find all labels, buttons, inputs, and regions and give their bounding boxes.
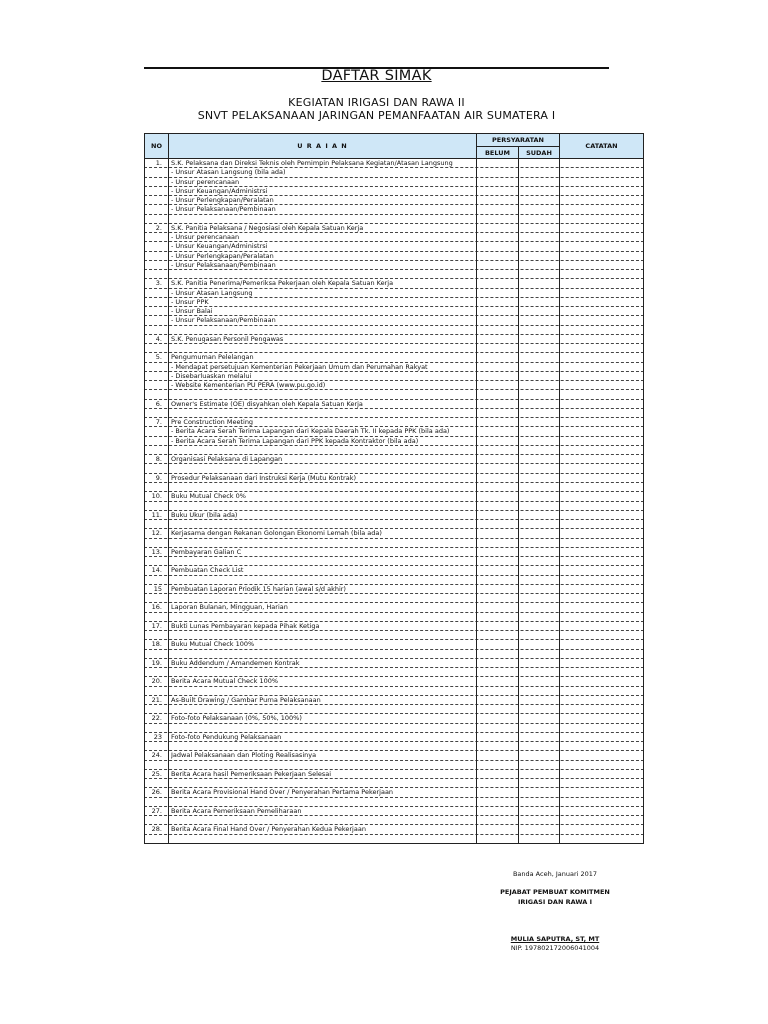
row-description: - Unsur Perlengkapan/Peralatan: [171, 196, 274, 205]
row-description: Berita Acara Provisional Hand Over / Penyerahan Pertama Pekerjaan: [171, 788, 394, 797]
row-separator: [144, 797, 644, 798]
row-description: S.K. Panitia Pelaksana / Negosiasi oleh Kepala Satuan Kerja: [171, 223, 364, 232]
column-line: [168, 158, 169, 844]
row-description: - Unsur Balai: [171, 307, 213, 316]
row-number: 26.: [151, 788, 162, 797]
column-line: [476, 158, 477, 844]
row-separator: [144, 704, 644, 705]
row-number: 9.: [155, 473, 162, 482]
place-date: Banda Aceh, Januari 2017: [512, 870, 598, 878]
row-number: 14.: [151, 566, 162, 575]
row-description: Foto-foto Pendukung Pelaksanaan: [171, 732, 282, 741]
row-description: S.K. Penugasan Personil Pengawas: [171, 334, 284, 343]
header-persyaratan: PERSYARATAN: [476, 133, 560, 147]
row-separator: [144, 723, 644, 724]
row-separator: [144, 408, 644, 409]
row-description: Prosedur Pelaksanaan dari Instruksi Kerja (Mutu Kontrak): [171, 473, 357, 482]
signer-nip: NIP. 197802172006041004: [510, 944, 600, 952]
row-description: Berita Acara hasil Pemeriksaan Pekerjaan Selesai: [171, 769, 332, 778]
row-description: Berita Acara Final Hand Over / Penyerahan Kedua Pekerjaan: [171, 825, 366, 834]
column-line: [643, 158, 644, 844]
row-description: Pembayaran Galian C: [171, 547, 242, 556]
row-separator: [144, 760, 644, 761]
row-description: - Unsur Perlengkapan/Peralatan: [171, 251, 274, 260]
row-number: 2.: [155, 223, 162, 232]
row-description: - Berita Acara Serah Terima Lapangan dari PPK kepada Kontraktor (bila ada): [171, 436, 419, 445]
header-uraian: U R A I A N: [168, 133, 477, 159]
row-number: 27.: [151, 806, 162, 815]
row-separator: [144, 343, 644, 344]
row-description: Pre Construction Meeting: [171, 418, 254, 427]
row-separator: [144, 575, 644, 576]
row-description: Owner's Estimate (OE) disyahkan oleh Kepala Satuan Kerja: [171, 399, 363, 408]
row-separator: [144, 612, 644, 613]
row-description: Buku Mutual Check 0%: [171, 492, 246, 501]
row-separator: [144, 686, 644, 687]
row-description: Pembuatan Laporan Priodik 15 harian (awal s/d akhir): [171, 584, 346, 593]
header-no: NO: [144, 133, 169, 159]
document-title: DAFTAR SIMAK: [321, 68, 432, 84]
row-description: Berita Acara Pemeriksaan Pemeliharaan: [171, 806, 302, 815]
document-subtitle-1: KEGIATAN IRIGASI DAN RAWA II: [288, 96, 465, 109]
row-description: Bukti Lunas Pembayaran kepada Pihak Ketiga: [171, 621, 320, 630]
row-number: 1.: [155, 159, 162, 167]
row-separator: [144, 325, 644, 326]
row-separator: [144, 445, 644, 446]
row-number: 19.: [151, 658, 162, 667]
row-description: - Disebarluaskan melalui: [171, 371, 252, 380]
row-number: 21.: [151, 695, 162, 704]
row-separator: [144, 667, 644, 668]
row-number: 25.: [151, 769, 162, 778]
column-line: [559, 158, 560, 844]
row-number: 5.: [155, 353, 162, 362]
row-separator: [144, 778, 644, 779]
row-description: - Unsur perencanaan: [171, 177, 240, 186]
row-number: 10.: [151, 492, 162, 501]
row-number: 12.: [151, 529, 162, 538]
row-number: 4.: [155, 334, 162, 343]
row-separator: [144, 834, 644, 835]
row-description: - Unsur Keuangan/Administrsi: [171, 186, 268, 195]
table-bottom-rule: [144, 843, 644, 844]
row-description: - Unsur Pelaksanaan/Pembinaan: [171, 205, 276, 214]
row-description: - Unsur PPK: [171, 297, 209, 306]
row-separator: [144, 389, 644, 390]
row-description: - Website Kementerian PU PERA (www.pu.go.id): [171, 381, 326, 390]
row-separator: [144, 741, 644, 742]
row-separator: [144, 214, 644, 215]
signer-role-1: PEJABAT PEMBUAT KOMITMEN: [500, 888, 610, 896]
signer-role-2: IRIGASI DAN RAWA I: [517, 898, 593, 906]
row-number: 7.: [155, 418, 162, 427]
row-description: Buku Ukur (bila ada): [171, 510, 238, 519]
row-separator: [144, 649, 644, 650]
row-number: 22.: [151, 714, 162, 723]
signer-name: MULIA SAPUTRA, ST, MT: [510, 935, 600, 943]
row-description: - Unsur Atasan Langsung: [171, 288, 253, 297]
row-separator: [144, 482, 644, 483]
row-separator: [144, 556, 644, 557]
row-description: Foto-foto Pelaksanaan (0%, 50%, 100%): [171, 714, 302, 723]
row-description: - Unsur perencanaan: [171, 233, 240, 242]
row-separator: [144, 630, 644, 631]
header-sudah: SUDAH: [518, 146, 560, 159]
row-description: S.K. Pelaksana dan Direksi Teknis oleh Pemimpin Pelaksana Kegiatan/Atasan Langsung: [171, 159, 453, 167]
column-line: [144, 158, 145, 844]
row-number: 11.: [151, 510, 162, 519]
row-separator: [144, 815, 644, 816]
row-description: Buku Addendum / Amandemen Kontrak: [171, 658, 300, 667]
row-description: - Unsur Keuangan/Administrsi: [171, 242, 268, 251]
column-line: [518, 158, 519, 844]
row-description: Pengumuman Pelelangan: [171, 353, 254, 362]
row-number: 17.: [151, 621, 162, 630]
row-separator: [144, 593, 644, 594]
row-separator: [144, 269, 644, 270]
header-catatan: CATATAN: [559, 133, 644, 159]
document-subtitle-2: SNVT PELAKSANAAN JARINGAN PEMANFAATAN AIR SUMATERA I: [197, 109, 556, 122]
row-number: 13.: [151, 547, 162, 556]
row-number: 28.: [151, 825, 162, 834]
row-number: 6.: [155, 399, 162, 408]
row-separator: [144, 463, 644, 464]
row-description: - Unsur Pelaksanaan/Pembinaan: [171, 316, 276, 325]
row-description: Buku Mutual Check 100%: [171, 640, 255, 649]
row-description: Organisasi Pelaksana di Lapangan: [171, 455, 283, 464]
row-number: 16.: [151, 603, 162, 612]
row-separator: [144, 519, 644, 520]
row-number: 3.: [155, 279, 162, 288]
row-number: 23: [153, 732, 162, 741]
row-description: Jadwal Pelaksanaan dan Ploting Realisasinya: [171, 751, 317, 760]
row-number: 8.: [155, 455, 162, 464]
row-description: Pembuatan Check List: [171, 566, 244, 575]
row-description: Laporan Bulanan, Mingguan, Harian: [171, 603, 288, 612]
row-number: 18.: [151, 640, 162, 649]
row-description: - Berita Acara Serah Terima Lapangan dari Kepala Daerah Tk. II kepada PPK (bila ada): [171, 427, 450, 436]
header-belum: BELUM: [476, 146, 519, 159]
row-description: Berita Acara Mutual Check 100%: [171, 677, 279, 686]
row-description: - Mendapat persetujuan Kementerian Pekerjaan Umum dan Perumahan Rakyat: [171, 362, 428, 371]
row-separator: [144, 501, 644, 502]
row-description: - Unsur Atasan Langsung (bila ada): [171, 168, 286, 177]
row-separator: [144, 538, 644, 539]
row-description: As-Built Drawing / Gambar Purna Pelaksanaan: [171, 695, 321, 704]
row-description: - Unsur Pelaksanaan/Pembinaan: [171, 260, 276, 269]
row-number: 15: [153, 584, 162, 593]
row-description: S.K. Panitia Penerima/Pemeriksa Pekerjaan oleh Kepala Satuan Kerja: [171, 279, 394, 288]
row-number: 20.: [151, 677, 162, 686]
row-description: Kerjasama dengan Rekanan Golongan Ekonomi Lemah (bila ada): [171, 529, 382, 538]
row-number: 24.: [151, 751, 162, 760]
